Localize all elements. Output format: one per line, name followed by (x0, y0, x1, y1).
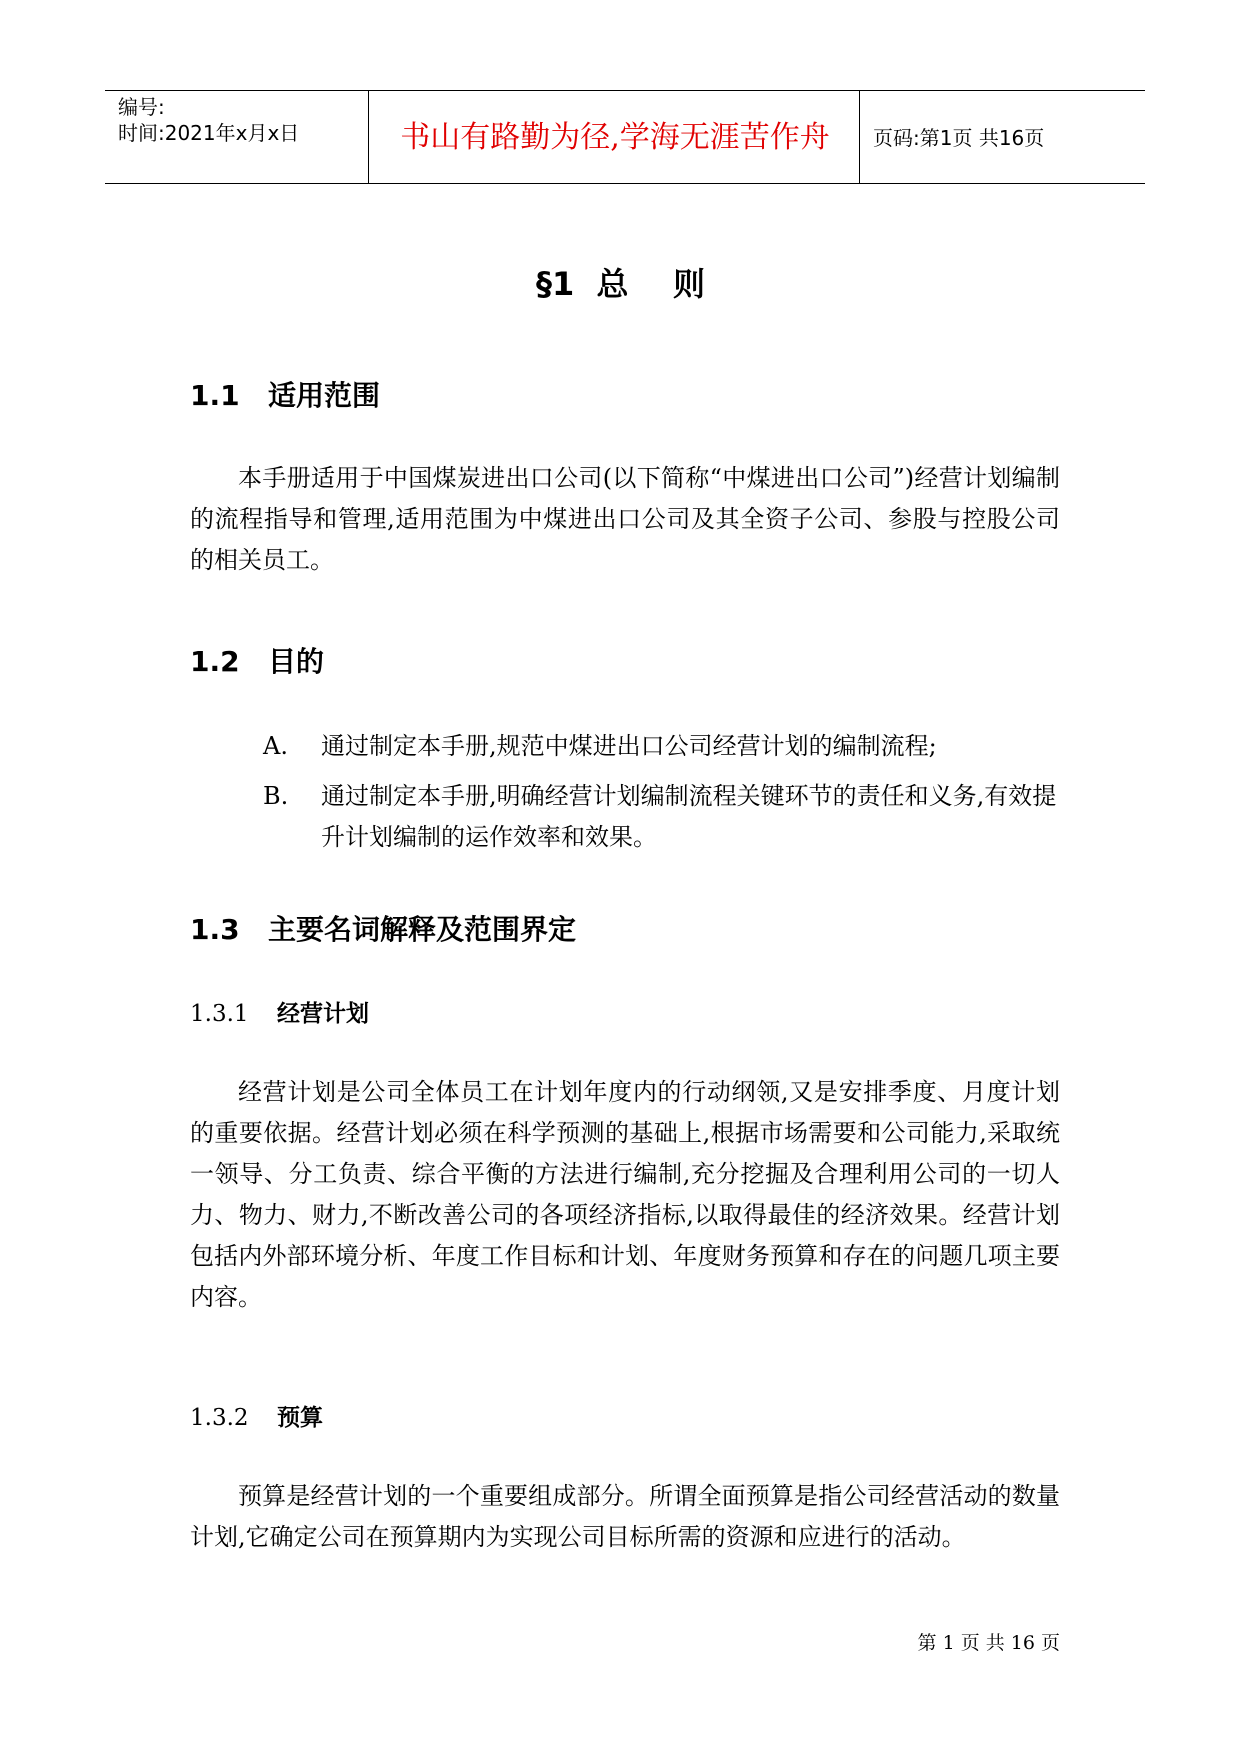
section-number: 1.1 (190, 379, 240, 412)
section-heading-1-1 (190, 376, 380, 416)
section-title: 主要名词解释及范围界定 (268, 913, 577, 946)
header-page-info: 页码:第1页 共16页 (873, 126, 1045, 150)
subsection-number: 1.3.1 (190, 1001, 249, 1027)
subsection-heading-1-3-1 (190, 998, 369, 1030)
section-heading-1-3 (190, 910, 576, 950)
chapter-title: §1 总 则 (535, 265, 706, 303)
section-heading-1-2 (190, 642, 324, 682)
subsection-paragraph-1-3-1: 经营计划是公司全体员工在计划年度内的行动纲领,又是安排季度、月度计划的重要依据。经营计划必须在科学预测的基础上,根据市场需要和公司能力,采取统一领导、分工负责、综合平衡的方法进行编制,充分挖掘及合理利用公司的一切人力、物力、财力,不断改善公司的各项经济指标,以取得最佳的经济效果。经营计划包括内外部环境分析、年度工作目标和计划、年度财务预算和存在的问题几项主要内容。 (190, 1078, 1060, 1311)
list-item-a (263, 726, 1063, 767)
header-bottom-rule (105, 183, 1145, 184)
section-number: 1.2 (190, 645, 240, 678)
subsection-title: 预算 (277, 1405, 323, 1431)
list-item-b (263, 776, 1063, 858)
subsection-paragraph-1-3-2: 预算是经营计划的一个重要组成部分。所谓全面预算是指公司经营活动的数量计划,它确定公司在预算期内为实现公司目标所需的资源和应进行的活动。 (190, 1482, 1060, 1551)
section-title: 适用范围 (268, 379, 381, 412)
subsection-number: 1.3.2 (190, 1405, 249, 1431)
header-motto: 书山有路勤为径,学海无涯苦作舟 (400, 120, 830, 155)
list-text: 通过制定本手册,规范中煤进出口公司经营计划的编制流程; (321, 732, 937, 760)
section-number: 1.3 (190, 913, 240, 946)
subsection-heading-1-3-2 (190, 1402, 323, 1434)
list-text: 通过制定本手册,明确经营计划编制流程关键环节的责任和义务,有效提升计划编制的运作效率和效果。 (321, 782, 1057, 851)
header-serial-label: 编号: (118, 95, 165, 119)
section-title: 目的 (268, 645, 325, 678)
subsection-title: 经营计划 (277, 1001, 369, 1027)
list-marker: A. (263, 732, 288, 760)
list-marker: B. (263, 782, 289, 810)
section-paragraph-1-1: 本手册适用于中国煤炭进出口公司(以下简称“中煤进出口公司”)经营计划编制的流程指导和管理,适用范围为中煤进出口公司及其全资子公司、参股与控股公司的相关员工。 (190, 464, 1060, 574)
header-top-rule (105, 90, 1145, 91)
header-time-label: 时间:2021年x月x日 (118, 121, 300, 145)
header-divider-left (368, 90, 369, 183)
page-footer: 第 1 页 共 16 页 (917, 1632, 1060, 1654)
